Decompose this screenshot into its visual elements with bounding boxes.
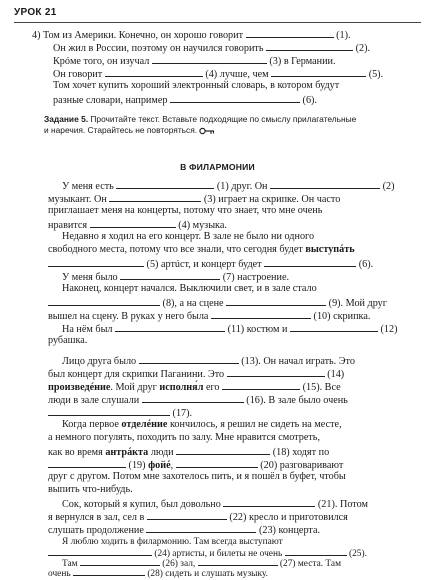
answer-blank[interactable] (120, 270, 220, 280)
ex4-line-4: Он говорит (4) лучше, чем (5). (53, 69, 384, 80)
answer-blank[interactable] (139, 354, 239, 364)
answer-blank[interactable] (226, 296, 326, 306)
answer-blank[interactable] (48, 406, 170, 416)
ex4-line-2: Он жил в России, поэтому он научился говорить (2). (53, 43, 371, 54)
lesson-label: УРОК 21 (14, 7, 57, 18)
task-label: Задание 5. (44, 114, 89, 124)
answer-blank[interactable] (222, 380, 300, 390)
answer-blank[interactable] (146, 523, 256, 533)
answer-blank[interactable] (176, 458, 258, 468)
answer-blank[interactable] (198, 556, 278, 566)
answer-blank[interactable] (246, 28, 334, 38)
answer-blank[interactable] (270, 179, 380, 189)
answer-blank[interactable] (223, 497, 315, 507)
ex4-line-3: Крóме того, он изучал (3) в Германии. (53, 56, 336, 67)
answer-blank[interactable] (48, 546, 152, 556)
answer-blank[interactable] (48, 296, 160, 306)
answer-blank[interactable] (152, 54, 267, 64)
answer-blank[interactable] (109, 192, 201, 202)
ex4-line-6: разные словари, например (6). (53, 95, 317, 106)
answer-blank[interactable] (176, 445, 270, 455)
answer-blank[interactable] (266, 41, 353, 51)
answer-blank[interactable] (147, 510, 227, 520)
story-title: В ФИЛАРМОНИИ (180, 162, 255, 172)
answer-blank[interactable] (90, 218, 176, 228)
answer-blank[interactable] (290, 322, 378, 332)
answer-blank[interactable] (211, 309, 311, 319)
key-icon (199, 127, 215, 135)
answer-blank[interactable] (285, 546, 347, 556)
answer-blank[interactable] (115, 322, 225, 332)
answer-blank[interactable] (80, 556, 160, 566)
answer-blank[interactable] (105, 67, 203, 77)
answer-blank[interactable] (48, 257, 144, 267)
task-5-instruction: Задание 5. Прочитайте текст. Вставьте подходящие по смыслу прилагательные и наречия. Старайтесь не повторяться. (44, 114, 357, 135)
answer-blank[interactable] (116, 179, 214, 189)
workbook-page: УРОК 21 4) Том из Америки. Конечно, он хорошо говорит (1). Он жил в России, поэтому он научился говорить (2). Крóме того, он изучал (3) в Германии. Он говорит (4) лучше, чем (5). Том хочет купить хороший электронный словарь, в котором будут разные словари, например (6). Задание 5. Прочитайте текст. Вставьте подходящие по смыслу прилагательные и наречия. Старайтесь не повторяться. В ФИЛАРМОНИИ У меня есть (1) друг. Он (2) музыкант. Он (3) играет на скрипке. Он часто приглашает меня на концерты, потому что знает, что мне очень нравится (4) музыка. Недавно я ходил на его концерт. В зале не было ни одного свободного места, потому что все знали, что сегодня будет выступáть (5) артúст, и концерт будет (6). У меня было (7) настроение. Наконец, концерт начался. Выключили свет, и в зале стало (8), а на сцене (9). Мой друг вышел на сцену. В руках у него была (10) скрипка. На нём был (11) костюм и (12) рубашка. Лицо друга было (13). Он начал играть. Это был концерт для скрипки Паганини. Это (14) произведéние. Мой друг исполня́л его (15). Все люди в зале слушали (16). В зале было очень (17). Когда первое отделéние кончилось, я решил не сидеть на месте, а немного погулять, походить по залу. Мне нравится смотреть, как во время антрáкта люди (18) ходят по (19) фойé, (20) разговаривают друг с другом. Потом мне захотелось пить, и я пошёл в буфет, чтобы выпить что-нибудь. Сок, который я купил, был довольно (21). Потом я вернулся в зал, сел в (22) кресло и приготовился слушать продолжение (23) концерта. Я люблю ходить в филармонию. Там всегда выступают (24) артисты, и билеты не очень (25). Там (26) зал, (27) места. Там очень (28) сидеть и слушать музыку. (0, 0, 435, 575)
answer-blank[interactable] (48, 458, 126, 468)
ex4-line-5: Том хочет купить хороший электронный словарь, в котором будут (53, 80, 340, 91)
answer-blank[interactable] (170, 93, 300, 103)
answer-blank[interactable] (227, 367, 325, 377)
answer-blank[interactable] (271, 67, 366, 77)
page-header (14, 6, 421, 23)
ex4-line-1: 4) Том из Америки. Конечно, он хорошо говорит (1). (32, 30, 351, 41)
answer-blank[interactable] (142, 393, 244, 403)
answer-blank[interactable] (264, 257, 356, 267)
